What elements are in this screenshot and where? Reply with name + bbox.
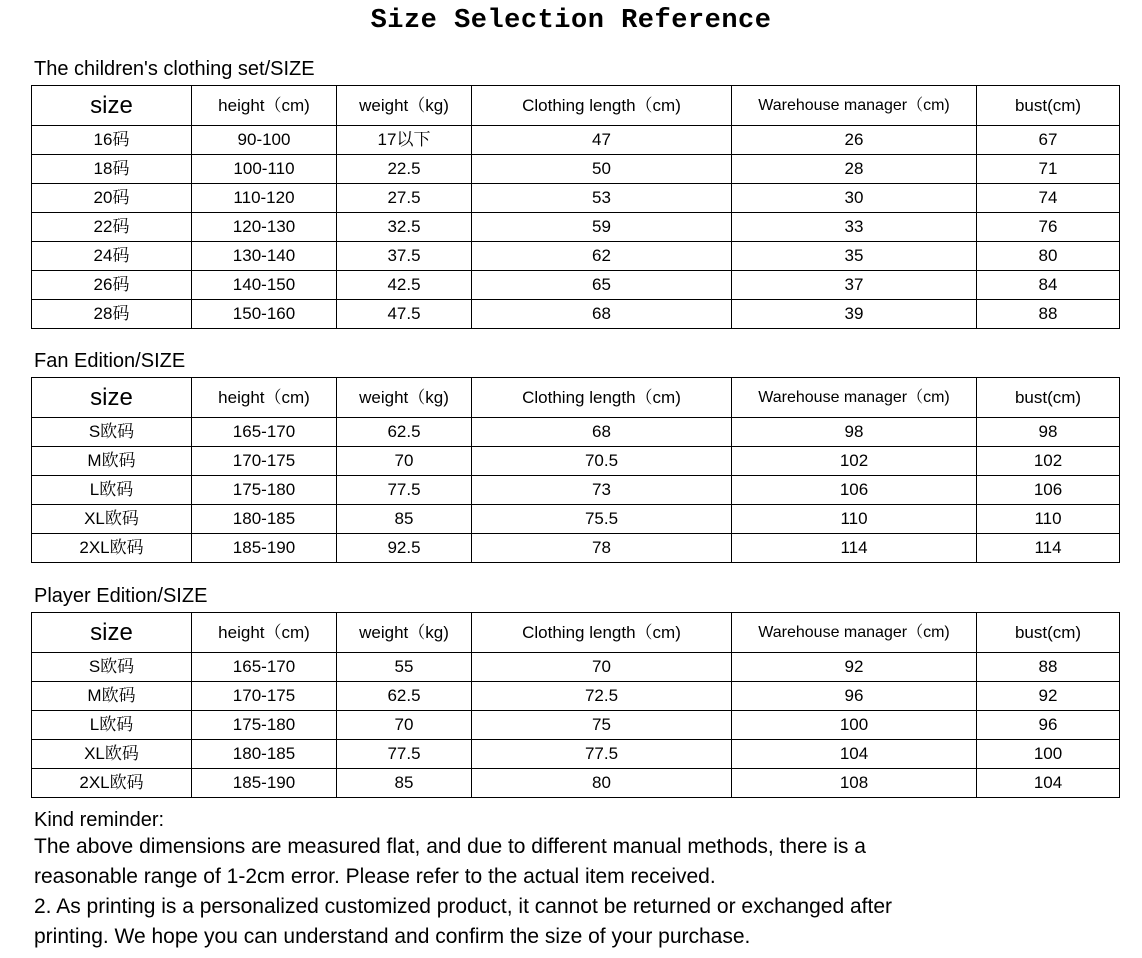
reminder-line: reasonable range of 1-2cm error. Please refer to the actual item received. [34, 865, 716, 888]
table-cell: 185-190 [192, 534, 337, 563]
table-cell: 27.5 [337, 184, 472, 213]
table-row [32, 418, 1120, 447]
table-cell: 150-160 [192, 300, 337, 329]
table-cell: M欧码 [32, 447, 192, 476]
table-cell: 77.5 [337, 740, 472, 769]
section-title-children: The children's clothing set/SIZE [34, 58, 315, 80]
table-cell: 22.5 [337, 155, 472, 184]
table-header-row [32, 86, 1120, 126]
table-cell: 24码 [32, 242, 192, 271]
table-row [32, 711, 1120, 740]
table-cell: 67 [977, 126, 1120, 155]
table-cell: 65 [472, 271, 732, 300]
table-row [32, 271, 1120, 300]
table-cell: L欧码 [32, 476, 192, 505]
table-cell: M欧码 [32, 682, 192, 711]
table-cell: 77.5 [337, 476, 472, 505]
table-cell: 62.5 [337, 418, 472, 447]
header-height: height（cm) [192, 613, 337, 653]
table-cell: 185-190 [192, 769, 337, 798]
kind-reminder [34, 808, 1124, 952]
table-cell: 175-180 [192, 476, 337, 505]
table-cell: 180-185 [192, 505, 337, 534]
table-cell: 20码 [32, 184, 192, 213]
table-cell: 110 [977, 505, 1120, 534]
table-cell: 165-170 [192, 653, 337, 682]
header-size: size [32, 613, 192, 653]
header-warehouse-manager: Warehouse manager（cm) [732, 613, 977, 653]
table-cell: 106 [732, 476, 977, 505]
table-cell: 98 [977, 418, 1120, 447]
table-cell: 84 [977, 271, 1120, 300]
table-cell: 70 [337, 711, 472, 740]
size-table-player-edition [31, 612, 1120, 798]
reminder-title: Kind reminder: [34, 809, 165, 831]
table-cell: 32.5 [337, 213, 472, 242]
table-cell: 100 [977, 740, 1120, 769]
table-cell: 68 [472, 418, 732, 447]
table-cell: 108 [732, 769, 977, 798]
table-row [32, 447, 1120, 476]
table-cell: 39 [732, 300, 977, 329]
table-cell: 75 [472, 711, 732, 740]
table-cell: 71 [977, 155, 1120, 184]
table-cell: 120-130 [192, 213, 337, 242]
table-cell: 140-150 [192, 271, 337, 300]
table-row [32, 534, 1120, 563]
table-cell: L欧码 [32, 711, 192, 740]
table-cell: 50 [472, 155, 732, 184]
table-cell: 114 [732, 534, 977, 563]
page-title: Size Selection Reference [370, 6, 772, 36]
table-row [32, 769, 1120, 798]
table-header-row [32, 378, 1120, 418]
table-cell: 37.5 [337, 242, 472, 271]
table-cell: 75.5 [472, 505, 732, 534]
table-cell: 130-140 [192, 242, 337, 271]
table-cell: 106 [977, 476, 1120, 505]
table-cell: XL欧码 [32, 505, 192, 534]
table-cell: 55 [337, 653, 472, 682]
table-cell: 73 [472, 476, 732, 505]
table-cell: 78 [472, 534, 732, 563]
header-weight: weight（kg) [337, 613, 472, 653]
reminder-line: The above dimensions are measured flat, and due to different manual methods, there is a [34, 835, 866, 858]
header-clothing-length: Clothing length（cm) [472, 378, 732, 418]
table-cell: 88 [977, 300, 1120, 329]
table-cell: 88 [977, 653, 1120, 682]
header-size: size [32, 86, 192, 126]
table-cell: 100 [732, 711, 977, 740]
table-cell: 35 [732, 242, 977, 271]
table-cell: 170-175 [192, 682, 337, 711]
table-cell: 42.5 [337, 271, 472, 300]
table-cell: 102 [732, 447, 977, 476]
header-height: height（cm) [192, 378, 337, 418]
table-cell: 37 [732, 271, 977, 300]
header-size: size [32, 378, 192, 418]
table-cell: 62.5 [337, 682, 472, 711]
header-warehouse-manager: Warehouse manager（cm) [732, 86, 977, 126]
table-cell: 180-185 [192, 740, 337, 769]
table-cell: 85 [337, 769, 472, 798]
table-cell: 96 [977, 711, 1120, 740]
table-cell: 170-175 [192, 447, 337, 476]
table-cell: 90-100 [192, 126, 337, 155]
table-row [32, 126, 1120, 155]
table-cell: 26 [732, 126, 977, 155]
table-cell: 16码 [32, 126, 192, 155]
table-cell: 92 [977, 682, 1120, 711]
section-title-fan-edition: Fan Edition/SIZE [34, 350, 186, 372]
table-cell: 110 [732, 505, 977, 534]
table-row [32, 653, 1120, 682]
table-cell: 110-120 [192, 184, 337, 213]
table-cell: 62 [472, 242, 732, 271]
table-cell: 85 [337, 505, 472, 534]
header-clothing-length: Clothing length（cm) [472, 613, 732, 653]
table-row [32, 155, 1120, 184]
header-weight: weight（kg) [337, 378, 472, 418]
table-row [32, 505, 1120, 534]
table-cell: 18码 [32, 155, 192, 184]
table-header-row [32, 613, 1120, 653]
reminder-line: printing. We hope you can understand and confirm the size of your purchase. [34, 925, 751, 948]
header-warehouse-manager: Warehouse manager（cm) [732, 378, 977, 418]
table-row [32, 213, 1120, 242]
table-cell: 53 [472, 184, 732, 213]
header-height: height（cm) [192, 86, 337, 126]
table-cell: 28码 [32, 300, 192, 329]
table-cell: 92.5 [337, 534, 472, 563]
table-row [32, 184, 1120, 213]
table-cell: 100-110 [192, 155, 337, 184]
table-cell: 30 [732, 184, 977, 213]
table-cell: 74 [977, 184, 1120, 213]
table-cell: 22码 [32, 213, 192, 242]
table-cell: 26码 [32, 271, 192, 300]
section-title-player-edition: Player Edition/SIZE [34, 585, 208, 607]
reminder-line: 2. As printing is a personalized customized product, it cannot be returned or exchanged after [34, 895, 893, 918]
table-row [32, 682, 1120, 711]
table-cell: 175-180 [192, 711, 337, 740]
table-cell: 104 [977, 769, 1120, 798]
table-cell: 47.5 [337, 300, 472, 329]
table-cell: 2XL欧码 [32, 534, 192, 563]
table-cell: S欧码 [32, 653, 192, 682]
table-row [32, 300, 1120, 329]
table-cell: 59 [472, 213, 732, 242]
table-cell: 96 [732, 682, 977, 711]
table-cell: 104 [732, 740, 977, 769]
size-table-fan-edition [31, 377, 1120, 563]
table-row [32, 476, 1120, 505]
table-cell: 70 [472, 653, 732, 682]
table-row [32, 242, 1120, 271]
table-cell: 68 [472, 300, 732, 329]
header-clothing-length: Clothing length（cm) [472, 86, 732, 126]
table-cell: 165-170 [192, 418, 337, 447]
table-cell: 17以下 [337, 126, 472, 155]
table-cell: 28 [732, 155, 977, 184]
table-cell: 98 [732, 418, 977, 447]
header-weight: weight（kg) [337, 86, 472, 126]
table-cell: 47 [472, 126, 732, 155]
table-cell: 80 [977, 242, 1120, 271]
table-cell: 2XL欧码 [32, 769, 192, 798]
table-cell: S欧码 [32, 418, 192, 447]
table-cell: 92 [732, 653, 977, 682]
table-cell: 33 [732, 213, 977, 242]
table-row [32, 740, 1120, 769]
size-table-children [31, 85, 1120, 329]
table-cell: 76 [977, 213, 1120, 242]
table-cell: 102 [977, 447, 1120, 476]
table-cell: 72.5 [472, 682, 732, 711]
table-cell: 70 [337, 447, 472, 476]
table-cell: 80 [472, 769, 732, 798]
header-bust: bust(cm) [977, 86, 1120, 126]
header-bust: bust(cm) [977, 378, 1120, 418]
table-cell: XL欧码 [32, 740, 192, 769]
table-cell: 77.5 [472, 740, 732, 769]
table-cell: 114 [977, 534, 1120, 563]
header-bust: bust(cm) [977, 613, 1120, 653]
table-cell: 70.5 [472, 447, 732, 476]
